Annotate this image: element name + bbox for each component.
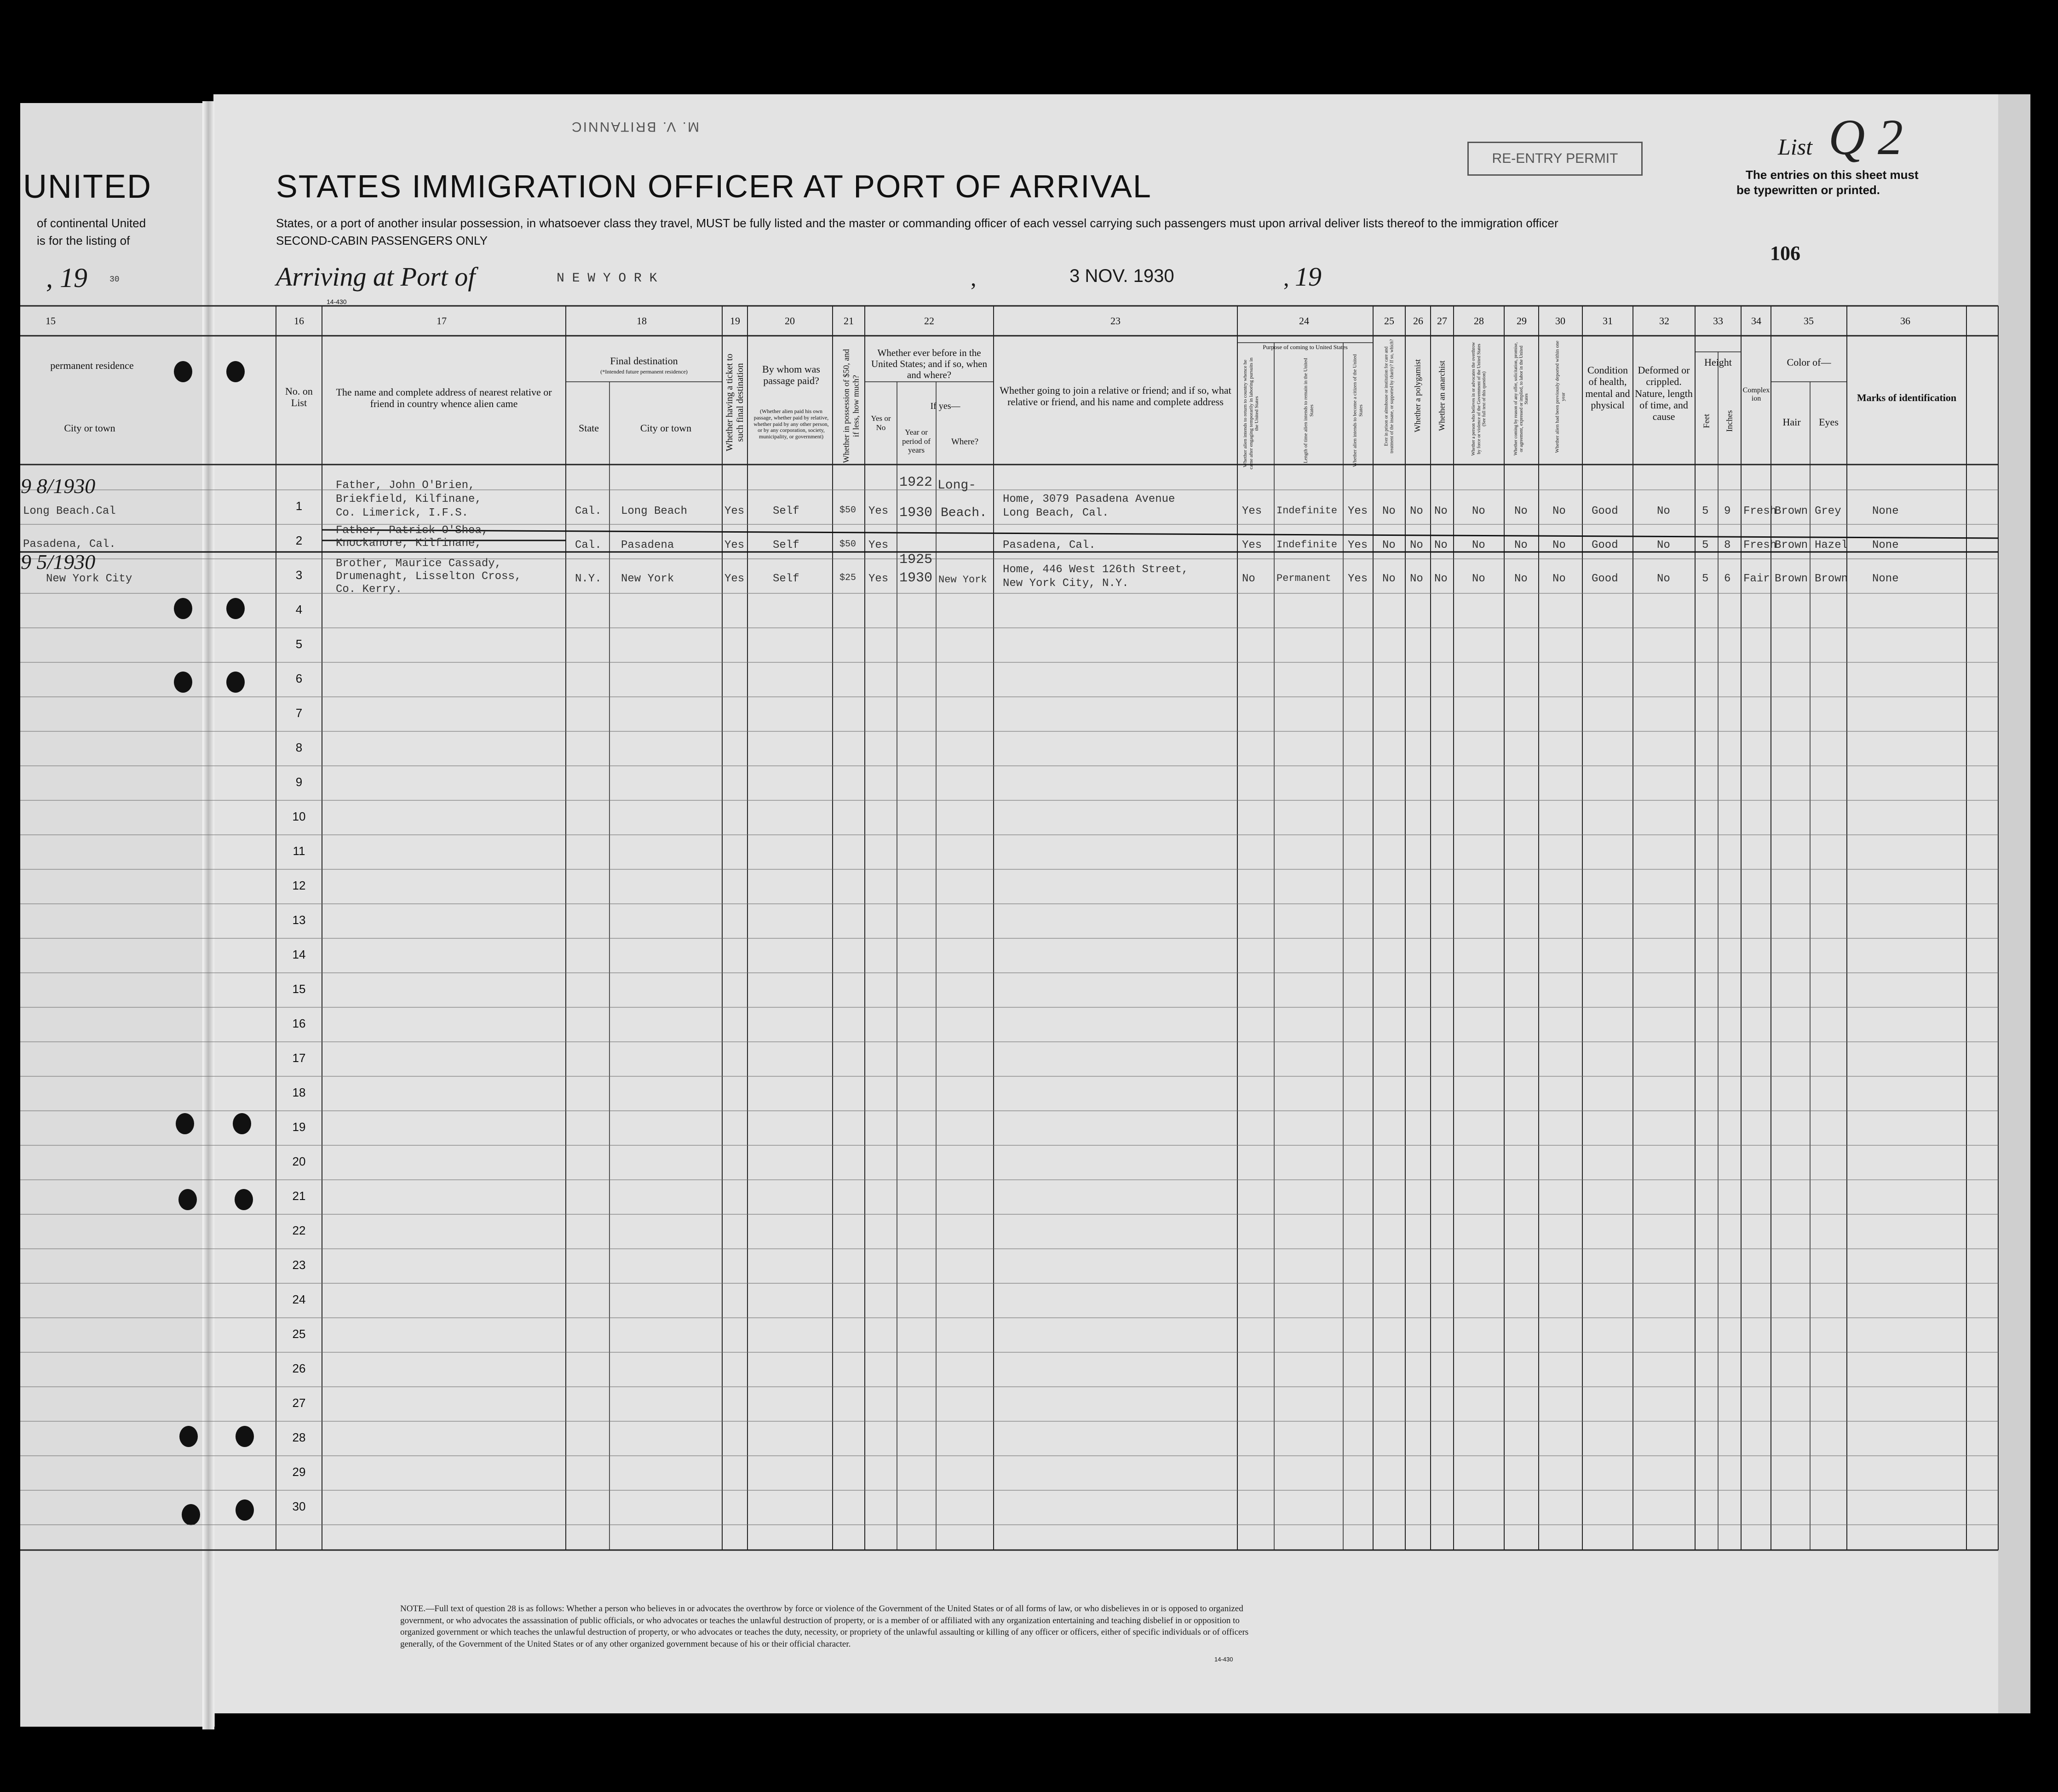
- comma-separator: ,: [971, 265, 977, 291]
- column-number: 24: [1299, 315, 1309, 327]
- row-number: 27: [292, 1396, 306, 1410]
- column-number: 33: [1713, 315, 1723, 327]
- health-value: Good: [1592, 539, 1618, 551]
- header-hair: Hair: [1782, 416, 1801, 428]
- header-passage-paid-note: (Whether alien paid his own passage, whether paid by relative, whether paid by any other person, or by any corporation, society, municipality, or government): [753, 408, 829, 440]
- paid-by-value: Self: [773, 573, 799, 585]
- citizen-value: Yes: [1348, 539, 1368, 551]
- labor-offer-value: No: [1514, 539, 1528, 551]
- hair-value: Brown: [1775, 573, 1808, 585]
- header-passage-paid: By whom was passage paid?: [762, 363, 820, 387]
- ever-before-value: Yes: [868, 573, 889, 585]
- eyes-value: Hazel: [1815, 539, 1848, 551]
- header-purpose: Purpose of coming to United States: [1263, 344, 1348, 350]
- row-number: 1: [295, 499, 303, 513]
- row-number: 3: [295, 568, 303, 582]
- labor-offer-value: No: [1514, 573, 1528, 585]
- inches-value: 8: [1724, 539, 1731, 551]
- header-marks-of-identification: Marks of identification: [1857, 392, 1957, 403]
- inches-value: 9: [1724, 505, 1731, 517]
- header-overthrow: Whether a person who believes in or advocates the overthrow by force or violence of the Government of the United States (See full text of this question): [1471, 342, 1487, 456]
- header-color-of: Color of—: [1787, 356, 1831, 368]
- header-condition-of-health: Condition of health, mental and physical: [1585, 364, 1630, 411]
- row-number: 14: [292, 948, 306, 961]
- destination-state: Cal.: [575, 539, 602, 551]
- row-number: 28: [292, 1430, 306, 1444]
- deported-value: No: [1552, 539, 1566, 551]
- join-relative-line-2: New York City, N.Y.: [1003, 577, 1129, 590]
- prison-value: No: [1382, 573, 1396, 585]
- header-ever-before-in-us: Whether ever before in the United States; and if so, when and where?: [871, 347, 987, 381]
- header-final-destination-note: (*Intended future permanent residence): [600, 368, 688, 375]
- column-number: 26: [1413, 315, 1423, 327]
- row-number: 4: [295, 603, 303, 616]
- list-label: List: [1778, 134, 1813, 160]
- paid-by-value: Self: [773, 505, 799, 517]
- anarchist-value: No: [1434, 573, 1448, 585]
- header-where: Where?: [951, 437, 979, 447]
- length-of-stay-value: Indefinite: [1276, 505, 1338, 517]
- relative-line-2: Briekfield, Kilfinane,: [336, 493, 482, 505]
- deported-value: No: [1552, 505, 1566, 517]
- header-join-relative: Whether going to join a relative or friend; and if so, what relative or friend, and his name and complete address: [1000, 385, 1231, 408]
- page-number: 106: [1770, 242, 1800, 264]
- row-number: 13: [292, 913, 306, 927]
- header-anarchist: Whether an anarchist: [1437, 360, 1447, 431]
- header-year-or-period: Year or period of years: [902, 428, 931, 455]
- complexion-value: Fresh: [1743, 539, 1777, 551]
- anarchist-value: No: [1434, 505, 1448, 517]
- relative-line-2: Drumenaght, Lisselton Cross,: [336, 570, 522, 583]
- header-if-yes: If yes—: [930, 401, 960, 411]
- join-relative-line-1: Pasadena, Cal.: [1003, 539, 1096, 551]
- where-value: Long-: [937, 478, 977, 493]
- residence-city: New York City: [46, 573, 132, 585]
- row-number: 12: [292, 879, 306, 892]
- ever-before-value: Yes: [868, 505, 889, 517]
- feet-value: 5: [1702, 573, 1709, 585]
- eyes-value: Grey: [1815, 505, 1841, 517]
- column-number: 19: [730, 315, 740, 327]
- typewritten-note-1: The entries on this sheet must: [1746, 168, 1919, 182]
- arrival-date-stamp: 3 NOV. 1930: [1069, 266, 1174, 286]
- header-inches: Inches: [1725, 410, 1734, 432]
- column-number: 27: [1437, 315, 1447, 327]
- left-header-line-1: of continental United: [37, 216, 146, 230]
- prison-value: No: [1382, 539, 1396, 551]
- header-complexion: Complexion: [1742, 386, 1770, 403]
- year-label: 19: [1295, 262, 1322, 292]
- citizen-value: Yes: [1348, 573, 1368, 585]
- column-number: 34: [1751, 315, 1761, 327]
- header-previously-deported: Whether alien had been previously deported within one year: [1554, 340, 1566, 453]
- column-number: 25: [1384, 315, 1394, 327]
- row-number: 18: [292, 1086, 306, 1099]
- row-number: 24: [292, 1292, 306, 1306]
- column-number: 20: [785, 315, 795, 327]
- relative-line-1: Brother, Maurice Cassady,: [336, 557, 502, 570]
- column-number: 28: [1474, 315, 1484, 327]
- passenger-class-line: SECOND-CABIN PASSENGERS ONLY: [276, 234, 488, 247]
- header-intends-to-return: Whether alien intends to return to country whence he came after engaging temporarily in laboring pursuits in the United States: [1242, 357, 1260, 470]
- header-city-or-town-residence: City or town: [64, 422, 115, 434]
- row-number: 17: [292, 1051, 306, 1065]
- marks-value: None: [1872, 573, 1899, 585]
- comma-separator: ,: [1283, 265, 1289, 291]
- return-value: No: [1242, 573, 1255, 585]
- row-number: 21: [292, 1189, 306, 1203]
- ticket-value: Yes: [724, 539, 745, 551]
- column-number: 21: [844, 315, 854, 327]
- header-feet: Feet: [1702, 414, 1711, 428]
- health-value: Good: [1592, 505, 1618, 517]
- typewritten-note-2: be typewritten or printed.: [1736, 183, 1880, 197]
- form-code-bottom: 14-430: [1214, 1656, 1233, 1663]
- length-of-stay-value: Permanent: [1276, 573, 1331, 584]
- deformed-value: No: [1657, 573, 1670, 585]
- row-number: 20: [292, 1154, 306, 1168]
- column-number: 29: [1517, 315, 1527, 327]
- row-number: 30: [292, 1499, 306, 1513]
- arriving-label: Arriving at Port of: [276, 262, 476, 292]
- years-value: 1922: [899, 475, 933, 490]
- row-number: 5: [295, 637, 303, 651]
- row-number: 16: [292, 1017, 306, 1030]
- overthrow-value: No: [1472, 539, 1485, 551]
- ever-before-value: Yes: [868, 539, 889, 551]
- hair-value: Brown: [1775, 539, 1808, 551]
- header-city-or-town: City or town: [640, 422, 692, 434]
- paid-by-value: Self: [773, 539, 799, 551]
- header-prison-or-almshouse: Ever in prison or almshouse or institution for care and treatment of the insane, or supported by charity? If so, which?: [1384, 339, 1394, 454]
- deported-value: No: [1552, 573, 1566, 585]
- header-nearest-relative: The name and complete address of nearest relative or friend in country whence alien came: [336, 386, 552, 410]
- header-deformed: Deformed or crippled. Nature, length of time, and cause: [1635, 364, 1693, 423]
- deformed-value: No: [1657, 505, 1670, 517]
- polygamist-value: No: [1410, 505, 1423, 517]
- header-permanent-residence: permanent residence: [50, 360, 134, 371]
- row-number: 11: [293, 844, 305, 858]
- row-number: 19: [292, 1120, 306, 1134]
- relative-line-1: Father, Patrick O'Shea,: [336, 524, 489, 537]
- row-number: 10: [292, 810, 306, 823]
- header-ticket: Whether having a ticket to such final destination: [724, 353, 745, 452]
- overthrow-value: No: [1472, 505, 1485, 517]
- money-value: $50: [839, 505, 857, 516]
- destination-state: Cal.: [575, 505, 602, 517]
- header-no-on-list: No. on List: [285, 385, 313, 409]
- residence-city: Pasadena, Cal.: [23, 538, 116, 551]
- destination-city: New York: [621, 573, 674, 585]
- form-subtitle: States, or a port of another insular possession, in whatsoever class they travel, MUST be fully listed and the master or commanding officer of each vessel carrying such passengers must upon arrival deliver lists thereof to the immigration officer: [276, 216, 1558, 230]
- join-relative-line-1: Home, 3079 Pasadena Avenue: [1003, 493, 1175, 505]
- header-eyes: Eyes: [1819, 416, 1839, 428]
- complexion-value: Fair: [1743, 573, 1770, 585]
- left-date-suffix: 30: [109, 275, 120, 284]
- feet-value: 5: [1702, 539, 1709, 551]
- row-number: 22: [292, 1223, 306, 1237]
- row-number: 15: [292, 982, 306, 996]
- citizen-value: Yes: [1348, 505, 1368, 517]
- length-of-stay-value: Indefinite: [1276, 539, 1338, 551]
- column-number: 16: [294, 315, 304, 327]
- form-title: STATES IMMIGRATION OFFICER AT PORT OF ARRIVAL: [276, 168, 1152, 204]
- column-number: 35: [1804, 315, 1814, 327]
- column-number: 36: [1900, 315, 1910, 327]
- column-number: 18: [637, 315, 647, 327]
- prison-value: No: [1382, 505, 1396, 517]
- relative-line-1: Father, John O'Brien,: [336, 479, 475, 492]
- relative-line-3: Co. Kerry.: [336, 583, 402, 596]
- row-number: 25: [292, 1327, 306, 1341]
- relative-line-2: Knockanore, Kilfinane,: [336, 537, 482, 550]
- column-number: 15: [46, 315, 56, 327]
- deformed-value: No: [1657, 539, 1670, 551]
- ship-name-stamp: M. V. BRITANNIC: [570, 119, 700, 134]
- destination-city: Long Beach: [621, 505, 688, 517]
- ticket-value: Yes: [724, 505, 745, 517]
- left-date-label: , 19: [46, 263, 87, 293]
- header-polygamist: Whether a polygamist: [1413, 359, 1422, 432]
- return-value: Yes: [1242, 505, 1262, 517]
- row-number: 23: [292, 1258, 306, 1272]
- row-number: 29: [292, 1465, 306, 1479]
- destination-state: N.Y.: [575, 573, 602, 585]
- years-value: 1930: [899, 570, 933, 586]
- reentry-permit-stamp: RE-ENTRY PERMIT: [1467, 142, 1643, 176]
- list-number: Q 2: [1828, 109, 1903, 165]
- overthrow-value: No: [1472, 573, 1485, 585]
- join-relative-line-1: Home, 446 West 126th Street,: [1003, 563, 1189, 576]
- header-height: Height: [1704, 356, 1732, 368]
- marks-value: None: [1872, 505, 1899, 517]
- feet-value: 5: [1702, 505, 1709, 517]
- column-number: 32: [1659, 315, 1669, 327]
- arrival-port: N E W Y O R K: [557, 271, 657, 286]
- header-state: State: [579, 422, 599, 434]
- column-number: 23: [1110, 315, 1121, 327]
- where-value: Beach.: [941, 506, 987, 520]
- left-header-line-2: is for the listing of: [37, 234, 130, 247]
- marks-value: None: [1872, 539, 1899, 551]
- where-value: New York: [938, 574, 987, 586]
- column-number: 30: [1555, 315, 1565, 327]
- row-number: 26: [292, 1361, 306, 1375]
- join-relative-line-2: Long Beach, Cal.: [1003, 507, 1109, 519]
- form-code-top: 14-430: [327, 298, 347, 305]
- inches-value: 6: [1724, 573, 1731, 585]
- money-value: $50: [839, 539, 857, 550]
- column-number: 31: [1603, 315, 1613, 327]
- residence-date: 9 5/1930: [21, 550, 96, 574]
- row-number: 6: [295, 672, 303, 685]
- polygamist-value: No: [1410, 573, 1423, 585]
- return-value: Yes: [1242, 539, 1262, 551]
- ticket-value: Yes: [724, 573, 745, 585]
- row-number: 7: [295, 706, 303, 720]
- money-value: $25: [839, 573, 857, 583]
- header-fifty-dollars: Whether in possession of $50, and if less, how much?: [841, 349, 860, 463]
- residence-city: Long Beach.Cal: [23, 505, 116, 517]
- header-final-destination: Final destination: [610, 355, 678, 367]
- hair-value: Brown: [1775, 505, 1808, 517]
- residence-date: 9 8/1930: [21, 474, 96, 498]
- header-yes-or-no: Yes or No: [871, 414, 891, 432]
- column-number: 22: [924, 315, 934, 327]
- anarchist-value: No: [1434, 539, 1448, 551]
- years-value: 1925: [899, 552, 933, 568]
- left-title-fragment: UNITED: [23, 168, 152, 205]
- complexion-value: Fresh: [1743, 505, 1777, 517]
- row-number: 2: [295, 534, 303, 547]
- row-number: 9: [295, 775, 303, 789]
- eyes-value: Brown: [1815, 573, 1848, 585]
- header-length-of-stay: Length of time alien intends to remain in the United States: [1303, 358, 1314, 464]
- destination-city: Pasadena: [621, 539, 674, 551]
- header-labor-offer: Whether coming by reason of any offer, solicitation, promise, or agreement, expressed or implied, to labor in the United States: [1513, 342, 1529, 456]
- polygamist-value: No: [1410, 539, 1423, 551]
- column-number: 17: [437, 315, 447, 327]
- footer-note: NOTE.—Full text of question 28 is as follows: Whether a person who believes in or advocates the overthrow by force or violence of the Government of the United States or of all forms of law, or who disbelieves in or is opposed to organized government, or who advocates the assassination of public officials, or who advocates or teaches the unlawful destruction of property, or is a member of or affiliated with any organization entertaining and teaching disbelief in or opposition to organized government or which teaches the unlawful destruction of property, or who advocates or teaches the duty, necessity, or propriety of the unlawful assaulting or killing of any officer or officers, either of specific individuals or of officers generally, of the Government of the United States or of any other organized government because of his or their official character.: [400, 1604, 1249, 1649]
- header-become-citizen: Whether alien intends to become a citizen of the United States: [1352, 354, 1363, 467]
- health-value: Good: [1592, 573, 1618, 585]
- relative-line-3: Co. Limerick, I.F.S.: [336, 507, 469, 519]
- row-number: 8: [295, 741, 303, 754]
- years-value: 1930: [899, 505, 933, 521]
- labor-offer-value: No: [1514, 505, 1528, 517]
